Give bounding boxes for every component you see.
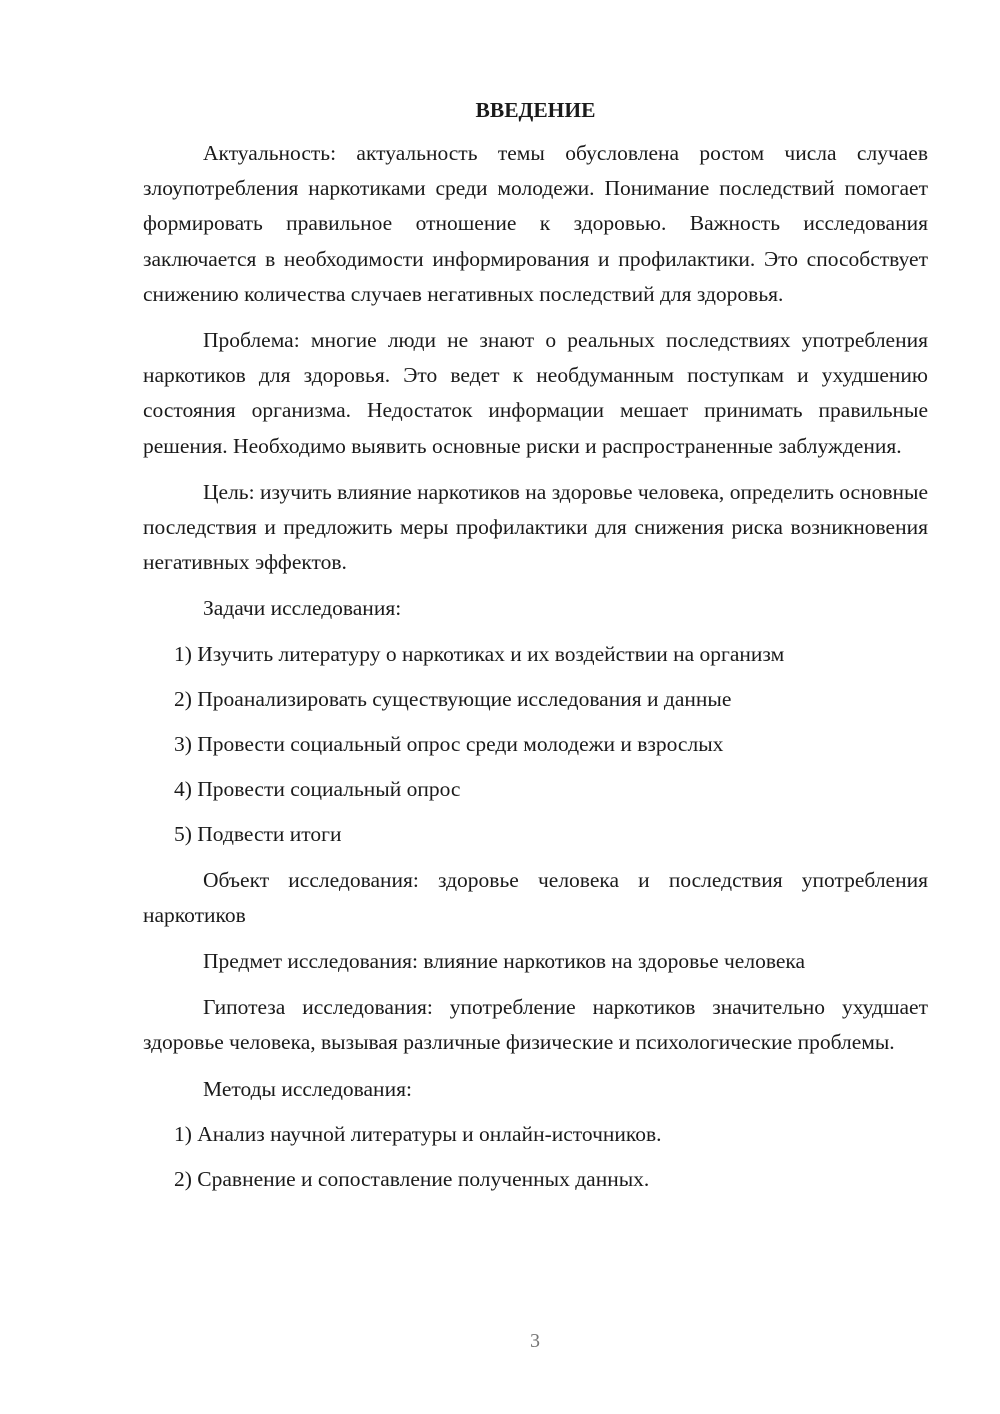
method-item: 2) Сравнение и сопоставление полученных данных. xyxy=(174,1167,650,1192)
task-item: 1) Изучить литературу о наркотиках и их воздействии на организм xyxy=(174,641,785,666)
tasks-heading: Задачи исследования: xyxy=(203,596,402,621)
subject-paragraph: Предмет исследования: влияние наркотиков на здоровье человека xyxy=(203,949,806,974)
section-title: ВВЕДЕНИЕ xyxy=(475,98,596,122)
relevance-paragraph: Актуальность: актуальность темы обусловлена ростом числа случаев злоупотребления наркотиками среди молодежи. Понимание последствий помогает формировать правильное отношение к здоровью. Важность исследования заключается в необходимости информирования и профилактики. Это способствует снижению количества случаев негативных последствий для здоровья. xyxy=(143,141,928,306)
method-item: 1) Анализ научной литературы и онлайн-источников. xyxy=(174,1121,662,1146)
methods-heading: Методы исследования: xyxy=(203,1076,412,1101)
task-item: 3) Провести социальный опрос среди молодежи и взрослых xyxy=(174,732,724,757)
page-number: 3 xyxy=(530,1330,540,1352)
document-page xyxy=(143,92,928,1207)
task-item: 4) Провести социальный опрос xyxy=(174,777,461,802)
object-paragraph: Объект исследования: здоровье человека и последствия употребления наркотиков xyxy=(143,867,928,927)
problem-paragraph: Проблема: многие люди не знают о реальных последствиях употребления наркотиков для здоровья. Это ведет к необдуманным поступкам и ухудшению состояния организма. Недостаток информации мешает принимать правильные решения. Необходимо выявить основные риски и распространенные заблуждения. xyxy=(143,328,928,458)
goal-paragraph: Цель: изучить влияние наркотиков на здоровье человека, определить основные последствия и предложить меры профилактики для снижения риска возникновения негативных эффектов. xyxy=(143,479,928,575)
task-item: 2) Проанализировать существующие исследования и данные xyxy=(174,686,732,711)
task-item: 5) Подвести итоги xyxy=(174,822,342,847)
hypothesis-paragraph: Гипотеза исследования: употребление наркотиков значительно ухудшает здоровье человека, вызывая различные физические и психологические проблемы. xyxy=(143,995,928,1055)
